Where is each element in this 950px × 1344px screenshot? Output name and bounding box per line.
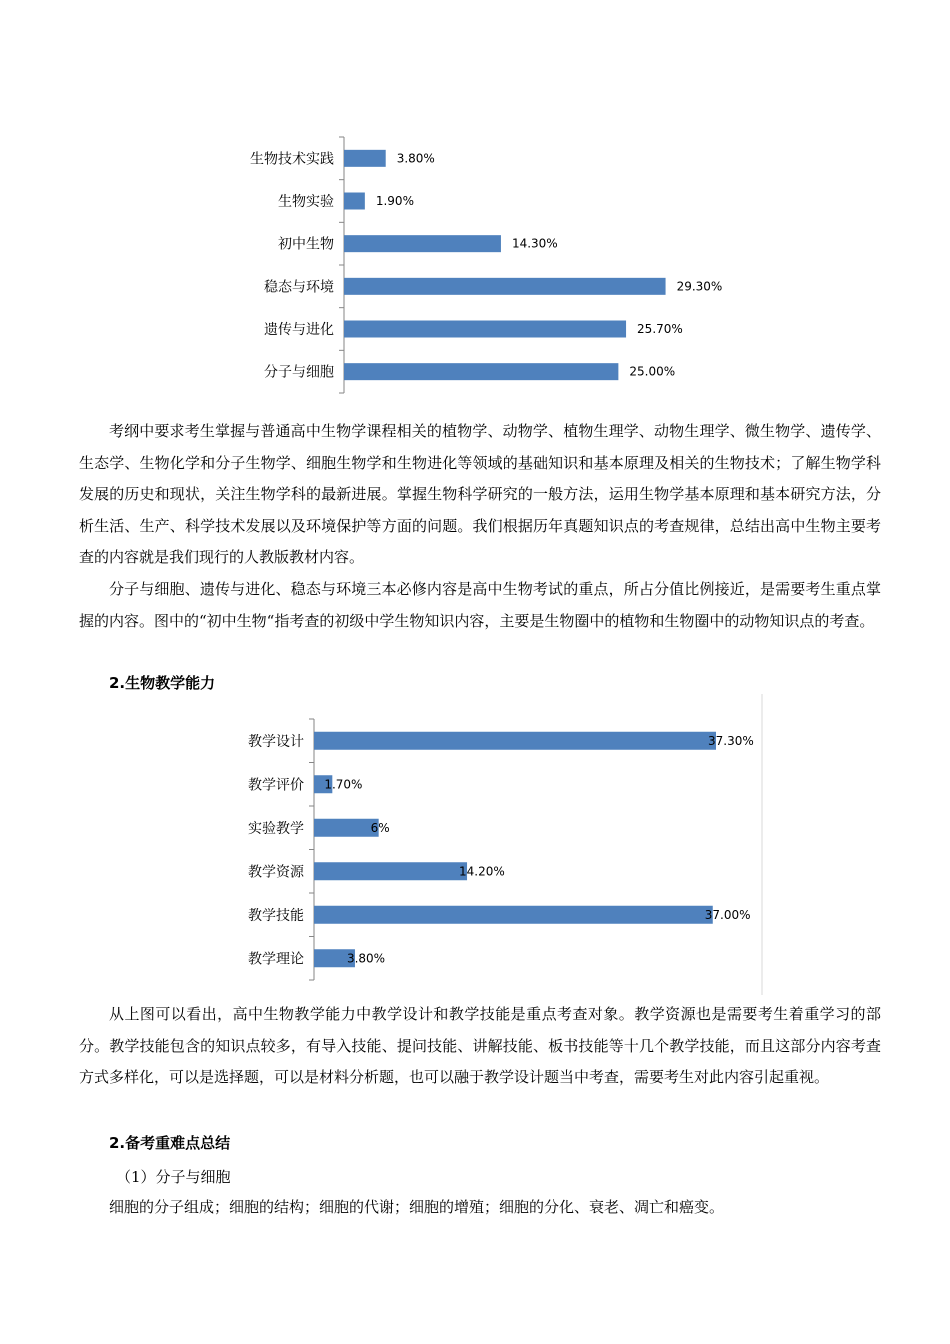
chart1-value-label: 29.30% <box>676 279 723 294</box>
chart1-bar <box>344 321 626 338</box>
exam-content-chart-svg <box>0 0 950 400</box>
chart1-value-label: 3.80% <box>396 151 435 166</box>
chart1-value-label: 14.30% <box>511 236 558 251</box>
chart1-value-label: 25.70% <box>637 322 683 336</box>
chart1-category-label: 遗传与进化 <box>264 322 334 338</box>
chart2-category-label: 实验教学 <box>248 820 304 837</box>
chart2-category-label: 教学资源 <box>248 864 304 881</box>
teaching-ability-chart <box>0 690 950 1000</box>
chart1-bar <box>344 278 666 295</box>
chart1-bar <box>344 193 365 210</box>
section-heading-teaching-ability: 2.生物教学能力 <box>109 674 216 692</box>
section-heading-key-points: 2.备考重难点总结 <box>109 1134 231 1152</box>
paragraph-core-content: 分子与细胞、遗传与进化、稳态与环境三本必修内容是高中生物考试的重点，所占分值比例接近，是需要考生重点掌握的内容。图中的“初中生物“指考查的初级中学生物知识内容，主要是生物圈中的植物和生物圈中的动物知识点的考查。 <box>79 580 881 630</box>
chart1-value-label: 1.90% <box>375 194 414 208</box>
teaching-ability-chart-svg <box>0 690 950 1000</box>
chart2-bar <box>314 732 716 750</box>
chart1-bar <box>344 235 501 252</box>
chart2-value-label: 14.20% <box>459 864 505 879</box>
chart2-value-label: 6% <box>370 820 390 835</box>
chart2-bar <box>314 906 713 924</box>
paragraph-exam-outline: 考纲中要求考生掌握与普通高中生物学课程相关的植物学、动物学、植物生理学、动物生理学、微生物学、遗传学、生态学、生物化学和分子生物学、细胞生物学和生物进化等领域的基础知识和基本原理及相关的生物技术；了解生物学科发展的历史和现状，关注生物学科的最新进展。掌握生物科学研究的一般方法，运用生物学基本原理和基本研究方法，分析生活、生产、科学技术发展以及环境保护等方面的问题。我们根据历年真题知识点的考查规律，总结出高中生物主要考查的内容就是我们现行的人教版教材内容。 <box>79 422 881 566</box>
chart2-value-label: 3.80% <box>346 951 386 966</box>
subsection-molecule-cell: （1）分子与细胞 <box>116 1168 231 1186</box>
chart2-category-label: 教学设计 <box>248 733 304 750</box>
chart1-bar <box>344 363 618 380</box>
chart2-value-label: 1.70% <box>324 777 363 792</box>
chart1-category-label: 分子与细胞 <box>264 364 334 381</box>
exam-content-chart <box>0 0 950 400</box>
content-line-cell: 细胞的分子组成；细胞的结构；细胞的代谢；细胞的增殖；细胞的分化、衰老、凋亡和癌变。 <box>109 1198 725 1216</box>
chart2-bar <box>314 862 467 880</box>
chart2-category-label: 教学技能 <box>248 907 304 924</box>
chart1-category-label: 生物实验 <box>278 194 334 210</box>
chart1-category-label: 生物技术实践 <box>250 151 334 168</box>
chart2-category-label: 教学理论 <box>248 951 304 968</box>
chart2-value-label: 37.00% <box>704 907 751 922</box>
chart1-value-label: 25.00% <box>629 364 676 379</box>
chart2-category-label: 教学评价 <box>248 777 304 794</box>
chart1-category-label: 初中生物 <box>278 236 334 253</box>
chart2-value-label: 37.30% <box>708 733 754 748</box>
chart2-bar <box>314 819 379 837</box>
paragraph-teaching-analysis: 从上图可以看出，高中生物教学能力中教学设计和教学技能是重点考查对象。教学资源也是需要考生着重学习的部分。教学技能包含的知识点较多，有导入技能、提问技能、讲解技能、板书技能等十几个教学技能，而且这部分内容考查方式多样化，可以是选择题，可以是材料分析题，也可以融于教学设计题当中考查，需要考生对此内容引起重视。 <box>79 1005 881 1086</box>
chart1-category-label: 稳态与环境 <box>264 279 334 296</box>
chart1-bar <box>344 150 386 167</box>
